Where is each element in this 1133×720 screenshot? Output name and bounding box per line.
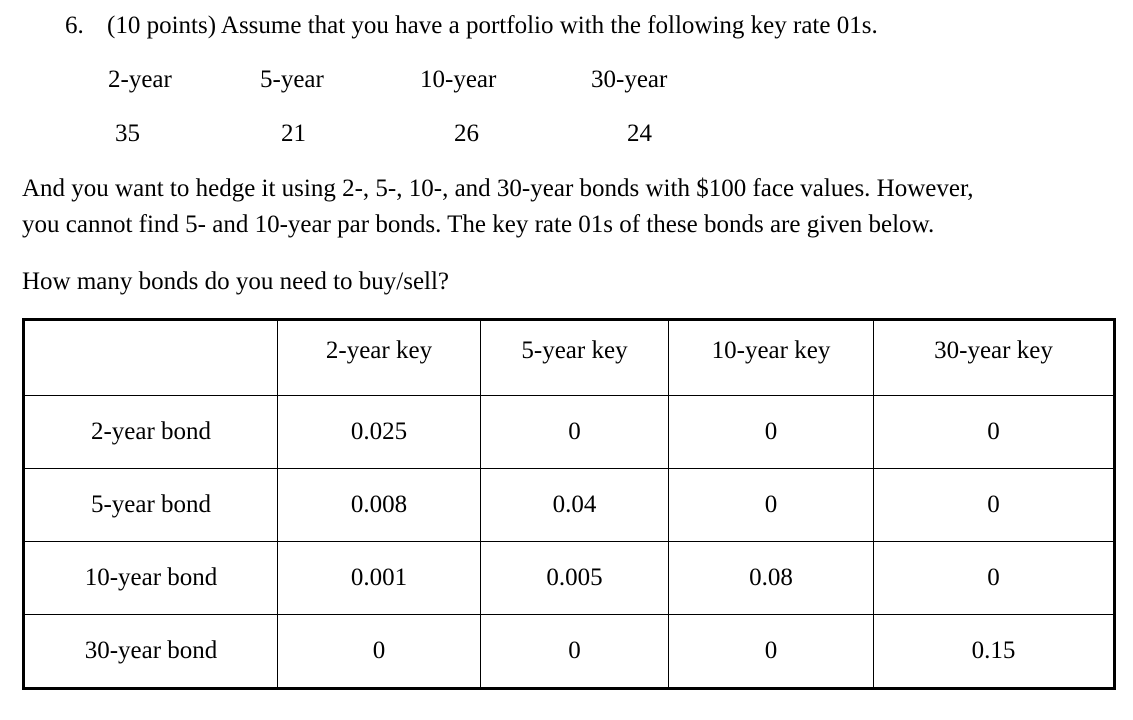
table-cell: 0 [669, 615, 874, 689]
table-cell: 0 [669, 469, 874, 542]
krd-value-30y: 24 [627, 120, 652, 147]
krd-label-10y: 10-year [420, 66, 497, 93]
column-header-10y-key: 10-year key [669, 320, 874, 396]
table-row [24, 396, 1115, 469]
table-cell: 0 [481, 615, 669, 689]
krd-label-5y: 5-year [260, 66, 324, 93]
question-number: 6. [65, 12, 84, 39]
table-cell: 0.04 [481, 469, 669, 542]
krd-value-10y: 26 [454, 120, 479, 147]
table-cell: 0.15 [874, 615, 1115, 689]
krd-value-2y: 35 [115, 120, 140, 147]
table-row [24, 542, 1115, 615]
table-cell: 0 [874, 396, 1115, 469]
krd-label-30y: 30-year [591, 66, 668, 93]
table-cell: 0 [874, 469, 1115, 542]
table-cell: 0 [669, 396, 874, 469]
table-row [24, 469, 1115, 542]
table-header-row [24, 320, 1115, 396]
table-cell: 0.008 [278, 469, 481, 542]
column-header-5y-key: 5-year key [481, 320, 669, 396]
paragraph-line-2: you cannot find 5- and 10-year par bonds. The key rate 01s of these bonds are given below. [22, 211, 935, 238]
row-label-5y-bond: 5-year bond [24, 469, 278, 542]
table-cell: 0 [874, 542, 1115, 615]
table-cell: 0.005 [481, 542, 669, 615]
table-cell: 0 [481, 396, 669, 469]
table-cell: 0.08 [669, 542, 874, 615]
paragraph-line-1: And you want to hedge it using 2-, 5-, 10-, and 30-year bonds with $100 face values. However, [22, 175, 974, 202]
row-label-2y-bond: 2-year bond [24, 396, 278, 469]
column-header-2y-key: 2-year key [278, 320, 481, 396]
question-text: (10 points) Assume that you have a portfolio with the following key rate 01s. [107, 12, 878, 39]
krd-label-2y: 2-year [108, 66, 172, 93]
row-label-10y-bond: 10-year bond [24, 542, 278, 615]
question-heading [65, 10, 878, 42]
table-cell: 0.001 [278, 542, 481, 615]
table-row [24, 615, 1115, 689]
table-cell: 0.025 [278, 396, 481, 469]
row-label-30y-bond: 30-year bond [24, 615, 278, 689]
paragraph-question: How many bonds do you need to buy/sell? [22, 268, 450, 295]
table-corner-cell [24, 320, 278, 396]
column-header-30y-key: 30-year key [874, 320, 1115, 396]
key-rate-table [22, 318, 1116, 690]
table-cell: 0 [278, 615, 481, 689]
krd-value-5y: 21 [281, 120, 306, 147]
